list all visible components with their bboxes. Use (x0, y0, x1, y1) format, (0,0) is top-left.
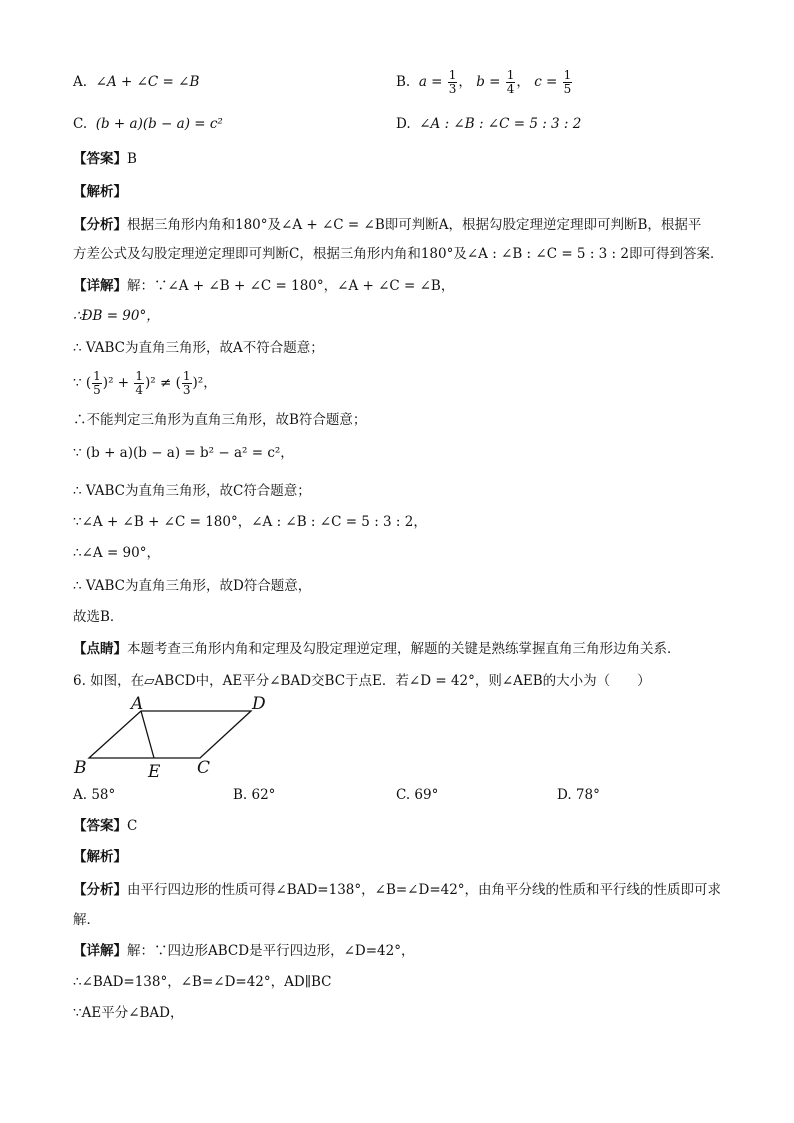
label-d: D (252, 694, 266, 714)
dianjing-line: 【点睛】本题考查三角形内角和定理及勾股定理逆定理，解题的关键是熟练掌握直角三角形边角关系． (73, 641, 681, 657)
detail-line-10: ∴ VABC为直角三角形，故D符合题意， (73, 578, 312, 594)
q6-option-c: C. 69° (396, 787, 439, 803)
parallelogram-abcd (89, 711, 251, 758)
q6-detail-line-3: ∵AE平分∠BAD， (73, 1005, 184, 1021)
detail-line-6: ∵ (b + a)(b − a) = b² − a² = c²， (73, 445, 294, 461)
var-a: a = (418, 74, 443, 90)
fenxi-line-1: 【分析】根据三角形内角和180°及∠A + ∠C = ∠B即可判断A，根据勾股定理逆定理即可判断B，根据平 (73, 217, 702, 233)
option-c (73, 114, 223, 134)
label-a: A (131, 694, 144, 714)
option-d-label: D. (396, 116, 411, 132)
detail-line-2: ∴ÐB = 90°， (73, 308, 160, 324)
option-c-text: (b + a)(b − a) = c² (95, 116, 223, 132)
option-d-text: ∠A : ∠B : ∠C = 5 : 3 : 2 (419, 116, 582, 132)
detail-line-3: ∴ VABC为直角三角形，故A不符合题意； (73, 340, 324, 356)
answer-value: B (127, 151, 137, 167)
option-a (73, 72, 199, 92)
detail-line-1: 【详解】解：∵∠A + ∠B + ∠C = 180°，∠A + ∠C = ∠B， (73, 278, 455, 294)
q6-answer-value: C (127, 818, 138, 834)
detail-line-11: 故选B． (73, 609, 124, 625)
fraction-one-third: $\frac{1}{3}$ (448, 68, 457, 96)
option-a-label: A. (73, 74, 88, 90)
q6-fenxi-line-2: 解． (73, 912, 100, 928)
q6-detail-line-1: 【详解】解：∵四边形ABCD是平行四边形，∠D=42°， (73, 943, 415, 959)
label-b: B (74, 758, 87, 778)
q6-detail-line-2: ∴∠BAD=138°，∠B=∠D=42°，AD∥BC (73, 974, 332, 990)
answer-tag: 【答案】 (73, 151, 127, 167)
answer-line (73, 149, 137, 169)
q6-fenxi-line-1: 【分析】由平行四边形的性质可得∠BAD=138°，∠B=∠D=42°，由角平分线的性质和平行线的性质即可求 (73, 882, 722, 898)
detail-line-8: ∵∠A + ∠B + ∠C = 180°，∠A : ∠B : ∠C = 5 : 3 : 2， (73, 514, 427, 530)
option-c-label: C. (73, 116, 88, 132)
detail-line-5: ∴不能判定三角形为直角三角形，故B符合题意； (73, 412, 367, 428)
q6-stem: 6. 如图，在▱ABCD中，AE平分∠BAD交BC于点E．若∠D = 42°，则∠AEB的大小为（ ） (73, 673, 651, 689)
var-c: c = (534, 74, 558, 90)
label-e: E (148, 762, 161, 782)
q6-option-b: B. 62° (233, 787, 276, 803)
detail-line-4: ∵ ( $\frac{1}{5}$ )² + $\frac{1}{4}$ )² ≠ ( $\frac{1}{3}$ )²， (73, 369, 217, 397)
option-b-label: B. (396, 74, 411, 90)
q6-option-d: D. 78° (557, 787, 600, 803)
fraction-one-fourth: $\frac{1}{4}$ (506, 68, 515, 96)
option-a-text: ∠A + ∠C = ∠B (95, 74, 200, 90)
detail-line-7: ∴ VABC为直角三角形，故C符合题意； (73, 483, 311, 499)
analysis-heading: 【解析】 (73, 184, 127, 200)
label-c: C (197, 758, 211, 778)
fraction-one-fifth: $\frac{1}{5}$ (563, 68, 572, 96)
q6-answer-line: 【答案】C (73, 818, 138, 834)
q6-analysis-heading: 【解析】 (73, 849, 127, 865)
detail-line-9: ∴∠A = 90°， (73, 545, 160, 561)
q6-option-a: A. 58° (73, 787, 116, 803)
option-d (396, 114, 581, 134)
option-b: B. a = $\frac{1}{3}$ ， b = $\frac{1}{4}$ ， c = $\frac{1}{5}$ (396, 68, 572, 96)
var-b: b = (476, 74, 501, 90)
segment-ae (141, 711, 154, 758)
fenxi-line-2: 方差公式及勾股定理逆定理即可判断C，根据三角形内角和180°及∠A : ∠B : ∠C = 5 : 3 : 2即可得到答案． (73, 246, 724, 262)
parallelogram-figure (70, 694, 280, 784)
